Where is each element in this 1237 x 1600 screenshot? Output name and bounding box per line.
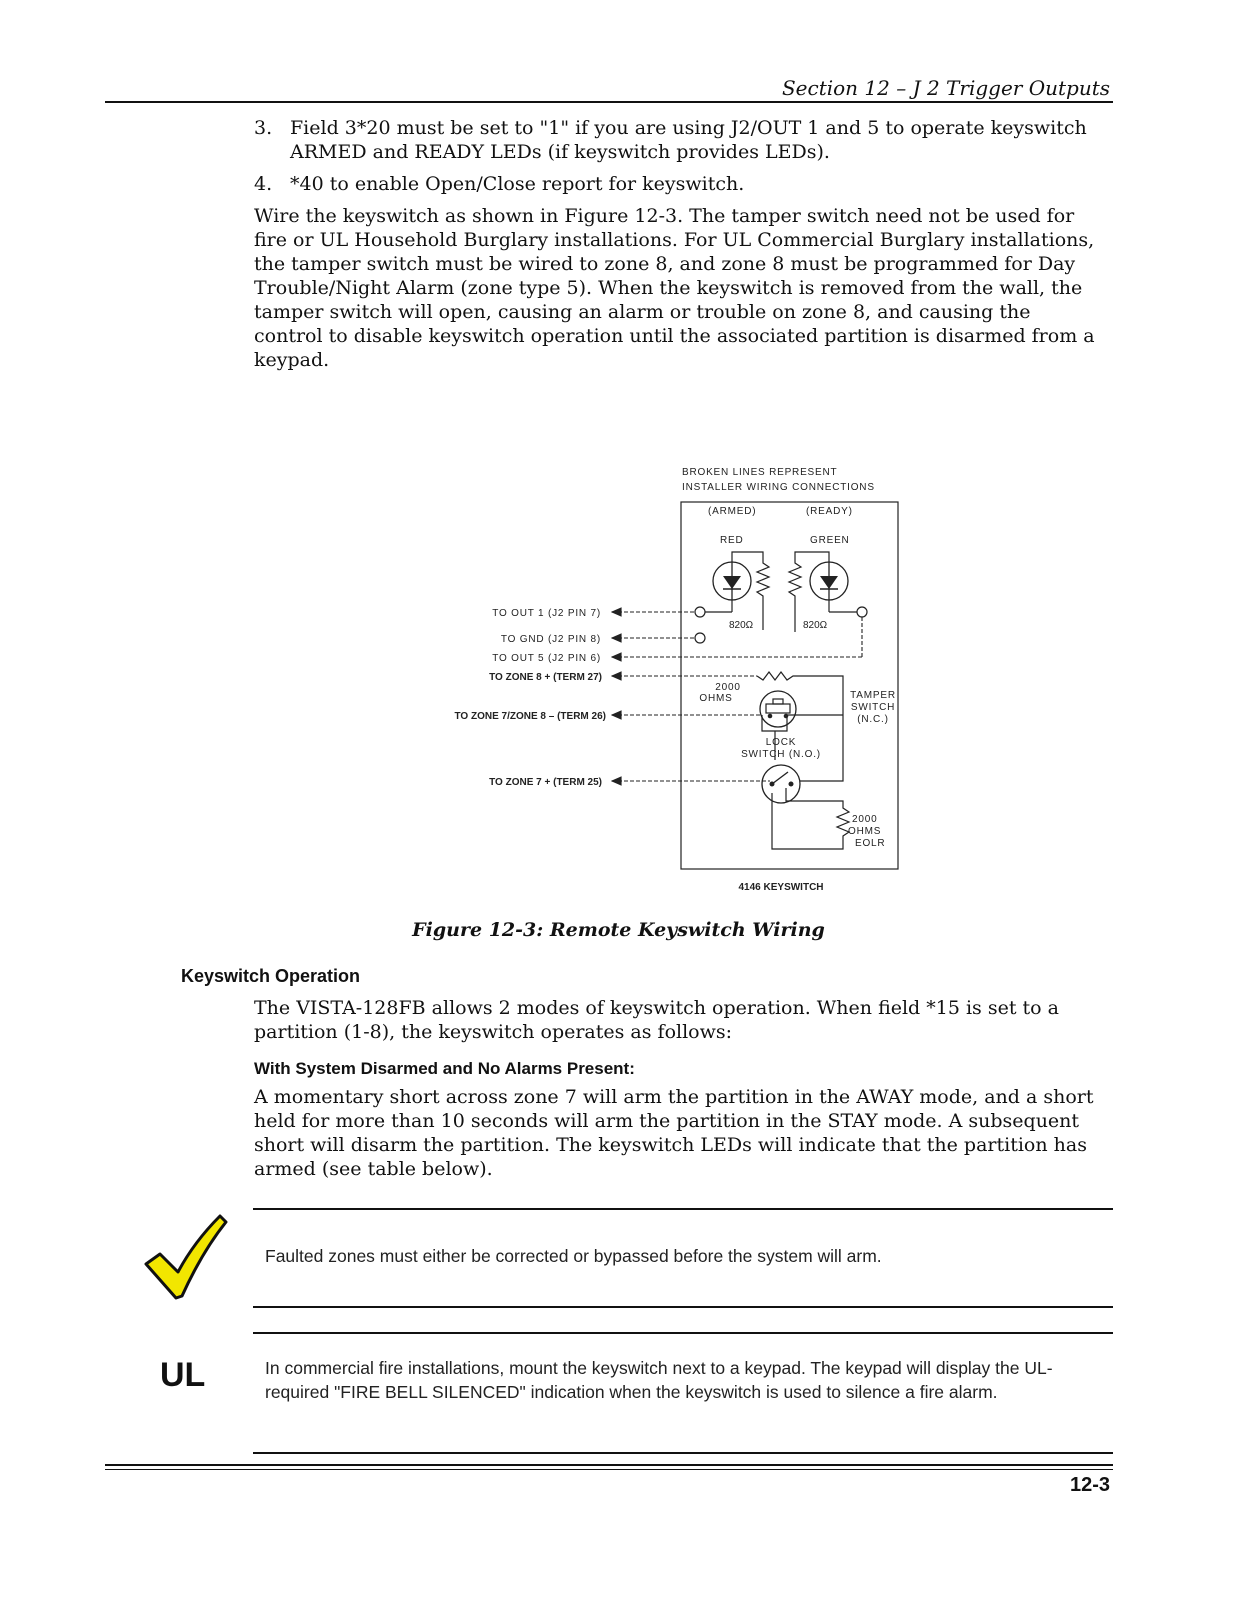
- green-led-icon: [810, 562, 848, 600]
- lock-switch-label: LOCK: [765, 737, 797, 748]
- list-item: [254, 116, 1114, 166]
- lead-arrows: [612, 612, 620, 781]
- armed-label: (ARMED): [708, 506, 757, 517]
- ul-mark: UL: [160, 1356, 206, 1394]
- diagram-note-line1: BROKEN LINES REPRESENT: [682, 467, 838, 478]
- zone8-lead-label: TO ZONE 8 + (TERM 27): [489, 672, 602, 683]
- ul-note-rule-bottom: [253, 1452, 1113, 1454]
- out1-lead-label: TO OUT 1 (J2 PIN 7): [492, 608, 601, 619]
- tamper-label: TAMPER: [850, 690, 896, 701]
- eolr-label: EOLR: [855, 838, 886, 849]
- green-led-label: GREEN: [810, 535, 850, 546]
- list-text: Field 3*20 must be set to "1" if you are using J2/OUT 1 and 5 to operate keyswitch ARMED and READY LEDs (if keyswitch provides LEDs).: [290, 117, 1087, 163]
- gnd-lead-label: TO GND (J2 PIN 8): [500, 634, 601, 645]
- intro-paragraph: Wire the keyswitch as shown in Figure 12-3. The tamper switch need not be used for fire or UL Household Burglary installations. For UL Commercial Burglary installations, the tamper switch must be wired to zone 8, and zone 8 must be programmed for Day Trouble/Night Alarm (zone type 5). When the keyswitch is removed from the wall, the tamper switch will open, causing an alarm or trouble on zone 8, and causing the control to disable keyswitch operation until the associated partition is disarmed from a keypad.: [254, 205, 1095, 371]
- check-note-text: Faulted zones must either be corrected or bypassed before the system will arm.: [265, 1246, 882, 1266]
- list-text: *40 to enable Open/Close report for keyswitch.: [290, 173, 745, 195]
- lock-switch-icon: [762, 765, 800, 803]
- diagram-note-line2: INSTALLER WIRING CONNECTIONS: [682, 482, 875, 493]
- page-number: 12-3: [1069, 1474, 1110, 1496]
- red-resistor-value: 820Ω: [729, 620, 754, 631]
- tamper-switch-icon: [760, 691, 796, 727]
- subheading: With System Disarmed and No Alarms Present:: [254, 1059, 635, 1078]
- tamper-label-switch: SWITCH: [850, 702, 896, 713]
- eolr-value: 2000: [852, 814, 878, 825]
- tamper-label-nc: (N.C.): [857, 714, 889, 725]
- ul-note-text: In commercial fire installations, mount the keyswitch next to a keypad. The keypad will display the UL-required "FIRE BELL SILENCED" indication when the keyswitch is used to silence a fire alarm.: [265, 1358, 1053, 1402]
- ul-note-rule-top: [253, 1332, 1113, 1334]
- note-rule-top: [253, 1208, 1113, 1210]
- red-led-label: RED: [720, 535, 744, 546]
- lock-switch-label-no: SWITCH (N.O.): [741, 749, 821, 760]
- green-resistor-value: 820Ω: [803, 620, 828, 631]
- zone7-8-lead-label: TO ZONE 7/ZONE 8 – (TERM 26): [454, 711, 606, 722]
- ready-label: (READY): [806, 506, 853, 517]
- section-heading: Keyswitch Operation: [181, 966, 361, 986]
- installer-wiring: [618, 612, 862, 781]
- out5-lead-label: TO OUT 5 (J2 PIN 6): [492, 653, 601, 664]
- tamper-resistor-unit: OHMS: [699, 693, 733, 704]
- figure-caption: Figure 12-3: Remote Keyswitch Wiring: [412, 919, 825, 941]
- section-header-title: Section 12 – J 2 Trigger Outputs: [781, 76, 1110, 100]
- list-number: 4.: [254, 173, 273, 195]
- red-led-icon: [713, 562, 751, 600]
- list-item: [254, 172, 1114, 198]
- list-number: 3.: [254, 117, 273, 139]
- zone7-lead-label: TO ZONE 7 + (TERM 25): [489, 777, 602, 788]
- keyswitch-wiring-diagram: [430, 455, 910, 895]
- operation-body: A momentary short across zone 7 will arm the partition in the AWAY mode, and a short held for more than 10 seconds will arm the partition in the STAY mode. A subsequent short will disarm the partition. The keyswitch LEDs will indicate that the partition has armed (see table below).: [254, 1086, 1094, 1180]
- device-label: 4146 KEYSWITCH: [738, 882, 824, 893]
- footer-rule: [105, 1464, 1113, 1466]
- checkmark-icon: [142, 1212, 228, 1302]
- header-rule: [105, 101, 1113, 103]
- note-rule-bottom: [253, 1306, 1113, 1308]
- eolr-unit: OHMS: [848, 826, 882, 837]
- footer-rule-thin: [105, 1469, 1113, 1470]
- tamper-resistor-value: 2000: [715, 682, 741, 693]
- operation-paragraph: The VISTA-128FB allows 2 modes of keyswitch operation. When field *15 is set to a partition (1-8), the keyswitch operates as follows:: [254, 997, 1059, 1043]
